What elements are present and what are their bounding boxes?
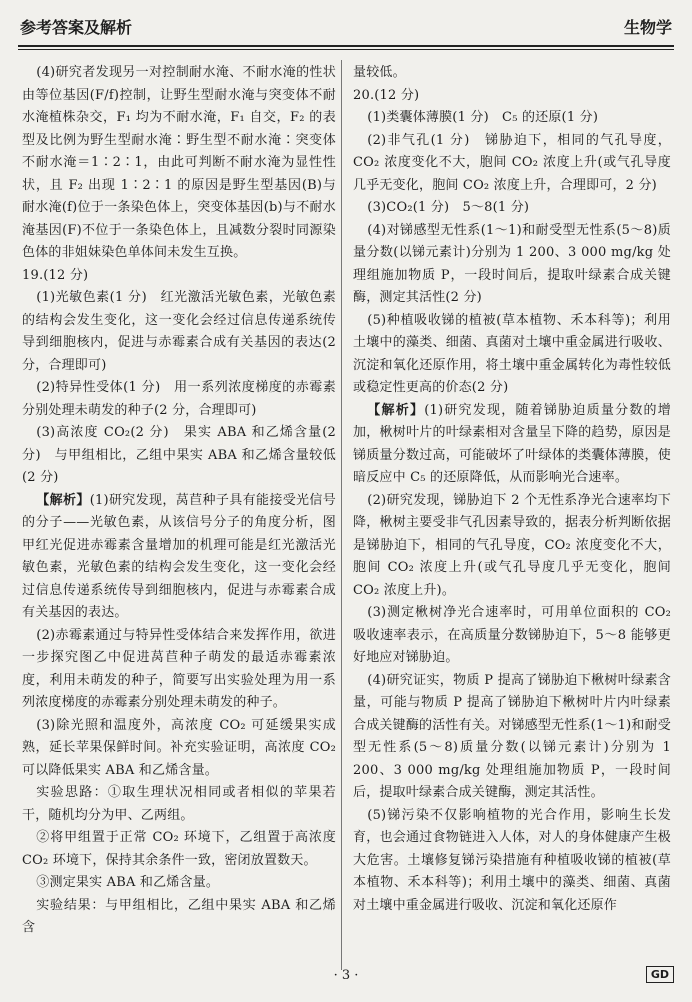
q20-answer-3: (3)CO₂(1 分) 5～8(1 分) [367, 200, 530, 215]
q19-analysis-1: 【解析】(1)研究发现，莴苣种子具有能接受光信号的分子——光敏色素，从该信号分子的角度分析，图甲红光促进赤霉素含量增加的机理可能是红光激活光敏色素，光敏色素的结构会发生变化，这一变化会经过信息传递系统传导到细胞核内，促进与赤霉素合成有关基因的表达。 [22, 492, 336, 620]
header-title: 参考答案及解析 [20, 18, 133, 37]
q20-analysis-1: 【解析】(1)研究发现，随着锑胁迫质量分数的增加，楸树叶片的叶绿素相对含量呈下降的趋势，原因是锑质量分数过高，可能破坏了叶绿体的类囊体薄膜，使暗反应中 C₅ 的还原降低，从而影响光合速率。 [353, 402, 671, 485]
q20-heading: 20.(12 分) [353, 87, 420, 103]
q20-analysis-3: (3)测定楸树净光合速率时，可用单位面积的 CO₂ 吸收速率表示，在高质量分数锑胁迫下，5～8 能够更好地应对锑胁迫。 [353, 605, 671, 665]
q18-part4: (4)研究者发现另一对控制耐水淹、不耐水淹的性状由等位基因(F/f)控制，让野生型耐水淹与突变体不耐水淹植株杂交，F₁ 均为不耐水淹，F₁ 自交，F₂ 的表型及比例为野生型耐水淹∶野生型不耐水淹∶突变体不耐水淹＝1∶2∶1，由此可判断不耐水淹为显性性状，且 F₂ 出现 1∶2∶1 的原因是野生型基因(B)与耐水淹(f)位于一条染色体上，突变体基因(b)与不耐水淹基因(F)不位于一条染色体上，且减数分裂时同源染色体的非姐妹染色单体间未发生互换。 [22, 65, 336, 260]
q19-result-cont: 量较低。 [353, 65, 406, 80]
q20-analysis-2: (2)研究发现，锑胁迫下 2 个无性系净光合速率均下降，楸树主要受非气孔因素导致的，据表分析判断依据是锑胁迫下，相同的气孔导度，CO₂ 浓度变化不大，胞间 CO₂ 浓度上升(或气孔导度几乎无变化，胞间 CO₂ 浓度上升)。 [353, 492, 671, 598]
q20-answer-5: (5)种植吸收锑的植被(草本植物、禾本科等)；利用土壤中的藻类、细菌、真菌对土壤中重金属进行吸收、沉淀和氧化还原作用，将土壤中重金属转化为毒性较低或稳定性更高的价态(2 分) [353, 312, 671, 395]
q19-answer-3: (3)高浓度 CO₂(2 分) 果实 ABA 和乙烯含量(2 分) 与甲组相比，乙组中果实 ABA 和乙烯含量较低(2 分) [22, 425, 336, 485]
column-divider [341, 60, 342, 970]
q20-analysis-5: (5)锑污染不仅影响植物的光合作用，影响生长发育，也会通过食物链进入人体，对人的身体健康产生极大危害。土壤修复锑污染措施有种植吸收锑的植被(草本植物、禾本科等)；利用土壤中的藻类、细菌、真菌对土壤中重金属进行吸收、沉淀和氧化还原作 [353, 807, 671, 913]
q19-experiment-idea: 实验思路：①取生理状况相同或者相似的苹果若干，随机均分为甲、乙两组。 [22, 785, 336, 823]
q20-answer-4: (4)对锑感型无性系(1～1)和耐受型无性系(5～8)质量分数(以锑元素计)分别为 1 200、3 000 mg/kg 处理组施加物质 P，一段时间后，提取叶绿素合成关键酶，测定其活性(2 分) [353, 222, 671, 305]
analysis-marker: 【解析】 [367, 402, 425, 418]
q19-heading: 19.(12 分) [22, 267, 89, 283]
q19-answer-1: (1)光敏色素(1 分) 红光激活光敏色素，光敏色素的结构会发生变化，这一变化会经过信息传递系统传导到细胞核内，促进与赤霉素合成有关基因的表达(2 分，合理即可) [22, 290, 336, 373]
page-number: · 3 · [333, 968, 359, 983]
q19-analysis-2: (2)赤霉素通过与特异性受体结合来发挥作用，欲进一步探究图乙中促进莴苣种子萌发的最适赤霉素浓度，利用未萌发的种子，简要写出实验处理为用一系列浓度梯度的赤霉素分别处理未萌发的种子。 [22, 627, 336, 710]
q20-analysis-4: (4)研究证实，物质 P 提高了锑胁迫下楸树叶绿素含量，可能与物质 P 提高了锑胁迫下楸树叶片内叶绿素合成关键酶的活性有关。对锑感型无性系(1～1)和耐受型无性系(5～8)质量分数(以锑元素计)分别为 1 200、3 000 mg/kg 处理组施加物质 P，一段时间后，提取叶绿素合成关键酶，测定其活性。 [353, 672, 671, 800]
q20-answer-1: (1)类囊体薄膜(1 分) C₅ 的还原(1 分) [367, 110, 599, 125]
header-rule-thin [18, 49, 674, 50]
header-rule-thick [18, 45, 674, 47]
left-column [22, 62, 336, 940]
page-header [20, 10, 672, 44]
q20-answer-2: (2)非气孔(1 分) 锑胁迫下，相同的气孔导度，CO₂ 浓度变化不大，胞间 CO₂ 浓度上升(或气孔导度几乎无变化，胞间 CO₂ 浓度上升，合理即可，2 分) [353, 132, 671, 193]
q19-experiment-step-2: ②将甲组置于正常 CO₂ 环境下，乙组置于高浓度 CO₂ 环境下，保持其余条件一致，密闭放置数天。 [22, 830, 336, 868]
analysis-marker: 【解析】 [36, 492, 90, 508]
right-column [353, 62, 671, 917]
region-code-badge: GD [646, 966, 674, 983]
q19-experiment-step-3: ③测定果实 ABA 和乙烯含量。 [36, 875, 220, 890]
header-subject: 生物学 [623, 18, 672, 37]
q19-analysis-3: (3)除光照和温度外，高浓度 CO₂ 可延缓果实成熟，延长苹果保鲜时间。补充实验证明，高浓度 CO₂ 可以降低果实 ABA 和乙烯含量。 [22, 717, 336, 778]
q19-answer-2: (2)特异性受体(1 分) 用一系列浓度梯度的赤霉素分别处理未萌发的种子(2 分，合理即可) [22, 380, 336, 418]
q19-experiment-result: 实验结果：与甲组相比，乙组中果实 ABA 和乙烯含 [22, 897, 336, 935]
